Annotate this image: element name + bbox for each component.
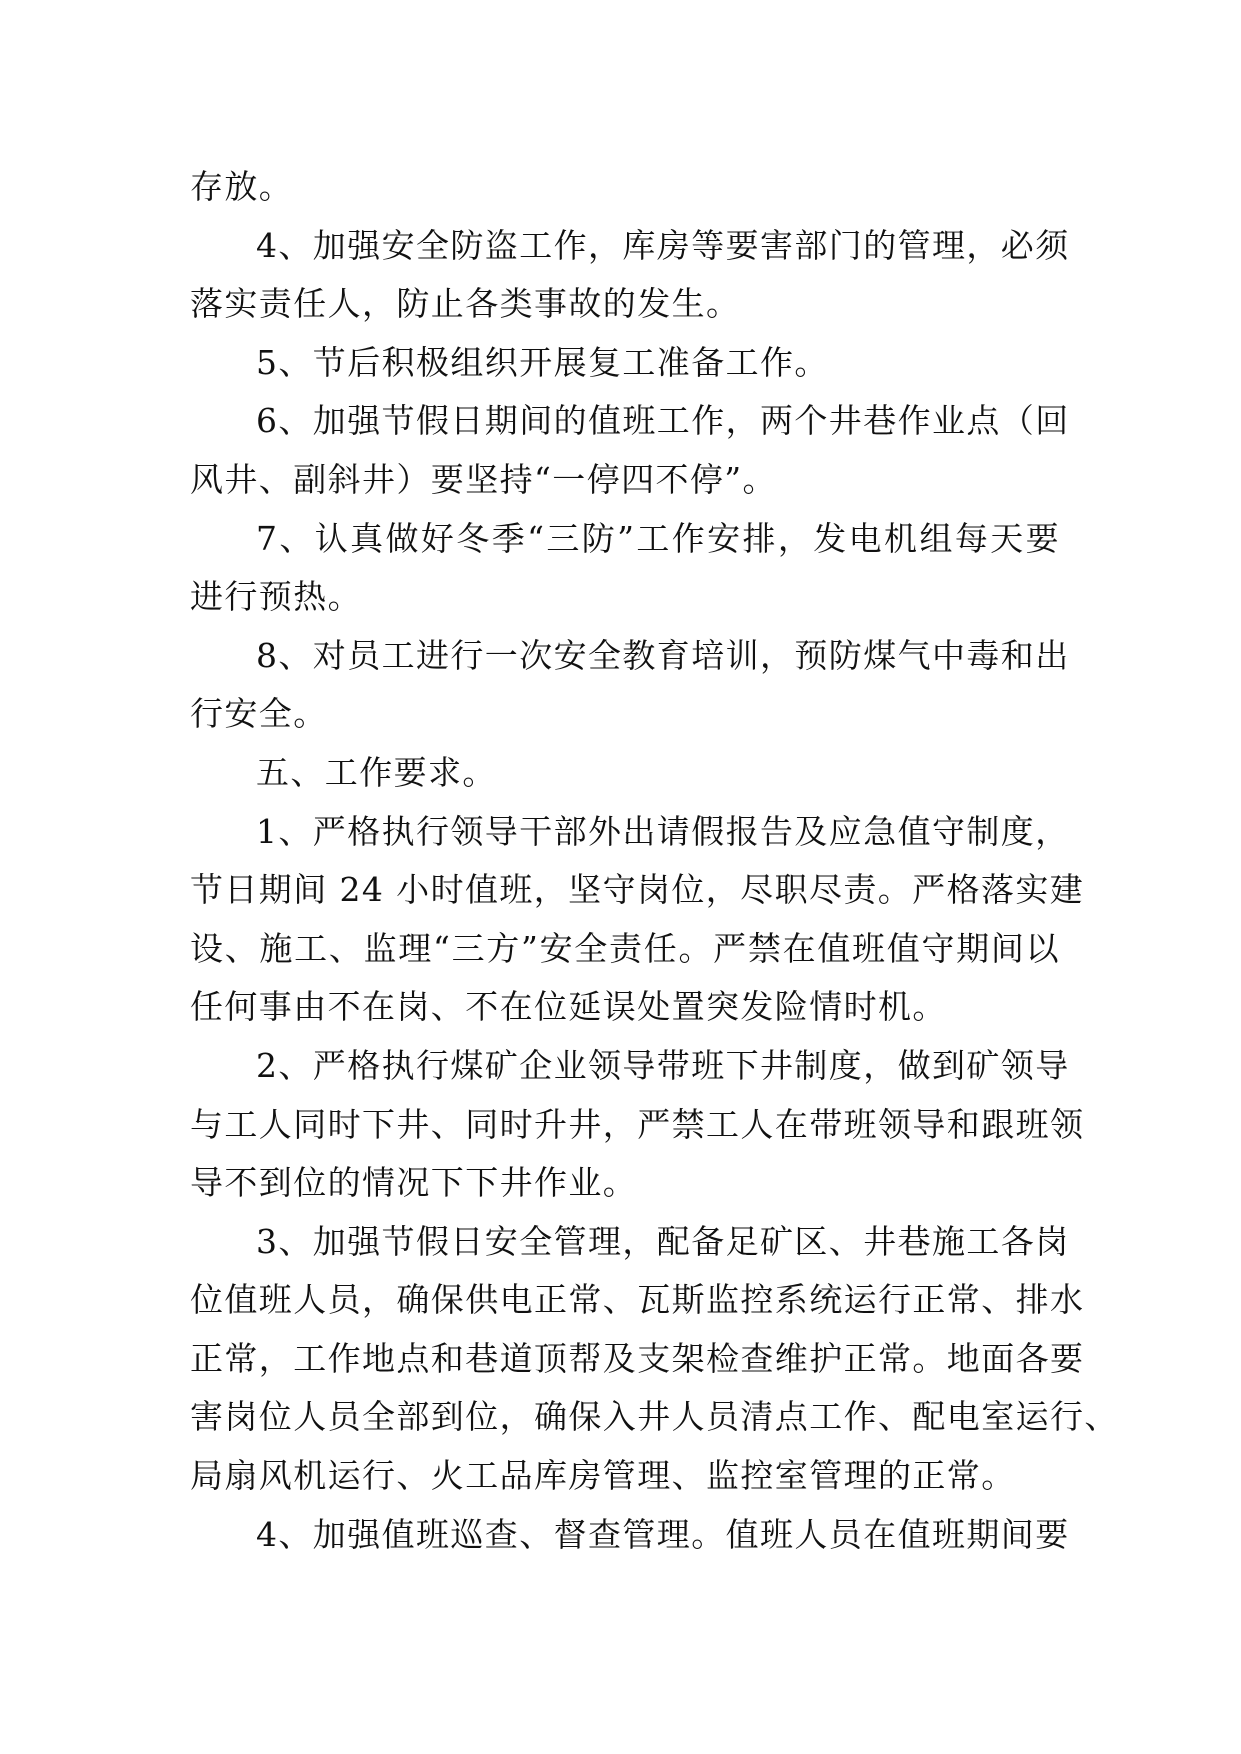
text-line: 落实责任人，防止各类事故的发生。 (190, 284, 741, 324)
text-line: 4、加强值班巡查、督查管理。值班人员在值班期间要 (256, 1514, 1070, 1554)
text-line: 5、节后积极组织开展复工准备工作。 (256, 342, 829, 382)
text-line: 节日期间 24 小时值班，坚守岗位，尽职尽责。严格落实建 (190, 870, 1085, 910)
text-line: 7、认真做好冬季“三防”工作安排，发电机组每天要 (256, 518, 1060, 558)
text-line: 局扇风机运行、火工品库房管理、监控室管理的正常。 (190, 1456, 1016, 1496)
text-line: 任何事由不在岗、不在位延误处置突发险情时机。 (190, 987, 947, 1027)
text-line: 与工人同时下井、同时升井，严禁工人在带班领导和跟班领 (190, 1104, 1085, 1144)
document-body (190, 158, 1119, 1564)
text-line: 存放。 (190, 167, 294, 206)
text-line: 行安全。 (190, 694, 328, 734)
text-line: 位值班人员，确保供电正常、瓦斯监控系统运行正常、排水 (190, 1280, 1085, 1320)
text-line: 8、对员工进行一次安全教育培训，预防煤气中毒和出 (256, 635, 1070, 675)
text-line: 导不到位的情况下下井作业。 (190, 1163, 638, 1203)
text-line: 2、严格执行煤矿企业领导带班下井制度，做到矿领导 (256, 1045, 1070, 1085)
section-heading: 五、工作要求。 (256, 752, 497, 792)
text-line: 6、加强节假日期间的值班工作，两个井巷作业点（回 (256, 401, 1070, 441)
text-line: 风井、副斜井）要坚持“一停四不停”。 (190, 459, 777, 499)
text-line: 正常，工作地点和巷道顶帮及支架检查维护正常。地面各要 (190, 1338, 1085, 1378)
text-line: 4、加强安全防盗工作，库房等要害部门的管理，必须 (256, 225, 1070, 265)
text-line: 进行预热。 (190, 577, 362, 617)
text-line: 设、施工、监理“三方”安全责任。严禁在值班值守期间以 (190, 928, 1060, 968)
text-line: 3、加强节假日安全管理，配备足矿区、井巷施工各岗 (256, 1221, 1070, 1261)
text-line: 1、严格执行领导干部外出请假报告及应急值守制度， (256, 811, 1070, 851)
text-line: 害岗位人员全部到位，确保入井人员清点工作、配电室运行、 (190, 1397, 1119, 1437)
